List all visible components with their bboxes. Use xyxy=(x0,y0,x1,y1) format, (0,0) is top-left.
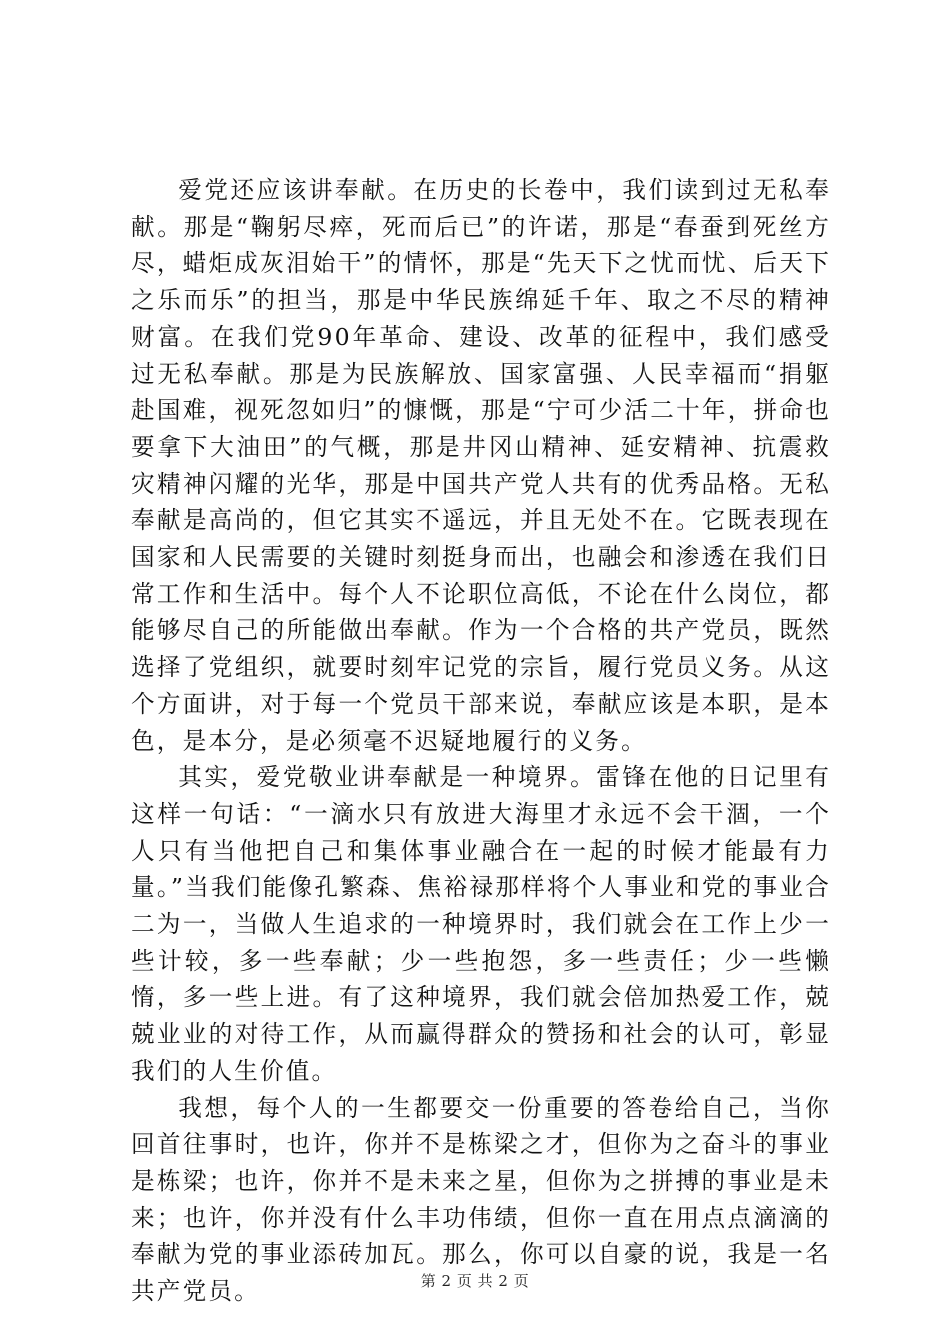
paragraph-dedication: 爱党还应该讲奉献。在历史的长卷中，我们读到过无私奉献。那是“鞠躬尽瘁，死而后已”的许诺，那是“春蚕到死丝方尽，蜡炬成灰泪始干”的情怀，那是“先天下之忧而忧、后天下之乐而乐”的担当，那是中华民族绵延千年、取之不尽的精神财富。在我们党90年革命、建设、改革的征程中，我们感受过无私奉献。那是为民族解放、国家富强、人民幸福而“捐躯赴国难，视死忽如归”的慷慨，那是“宁可少活二十年，拼命也要拿下大油田”的气概，那是井冈山精神、延安精神、抗震救灾精神闪耀的光华，那是中国共产党人共有的优秀品格。无私奉献是高尚的，但它其实不遥远，并且无处不在。它既表现在国家和人民需要的关键时刻挺身而出，也融会和渗透在我们日常工作和生活中。每个人不论职位高低，不论在什么岗位，都能够尽自己的所能做出奉献。作为一个合格的共产党员，既然选择了党组织，就要时刻牢记党的宗旨，履行党员义务。从这个方面讲，对于每一个党员干部来说，奉献应该是本职，是本色，是本分，是必须毫不迟疑地履行的义务。 xyxy=(131,176,831,755)
document-body xyxy=(131,172,831,1310)
page-footer: 第 2 页 共 2 页 xyxy=(420,1272,530,1290)
paragraph-realm: 其实，爱党敬业讲奉献是一种境界。雷锋在他的日记里有这样一句话：“一滴水只有放进大海里才永远不会干涸，一个人只有当他把自己和集体事业融合在一起的时候才能最有力量。”当我们能像孔繁森、焦裕禄那样将个人事业和党的事业合二为一，当做人生追求的一种境界时，我们就会在工作上少一些计较，多一些奉献；少一些抱怨，多一些责任；少一些懒惰，多一些上进。有了这种境界，我们就会倍加热爱工作，兢兢业业的对待工作，从而赢得群众的赞扬和社会的认可，彰显我们的人生价值。 xyxy=(131,763,831,1085)
paragraph-conclusion: 我想，每个人的一生都要交一份重要的答卷给自己，当你回首往事时，也许，你并不是栋梁之才，但你为之奋斗的事业是栋梁；也许，你并不是未来之星，但你为之拼搏的事业是未来；也许，你并没有什么丰功伟绩，但你一直在用点点滴滴的奉献为党的事业添砖加瓦。那么，你可以自豪的说，我是一名共产党员。 xyxy=(131,1093,831,1306)
